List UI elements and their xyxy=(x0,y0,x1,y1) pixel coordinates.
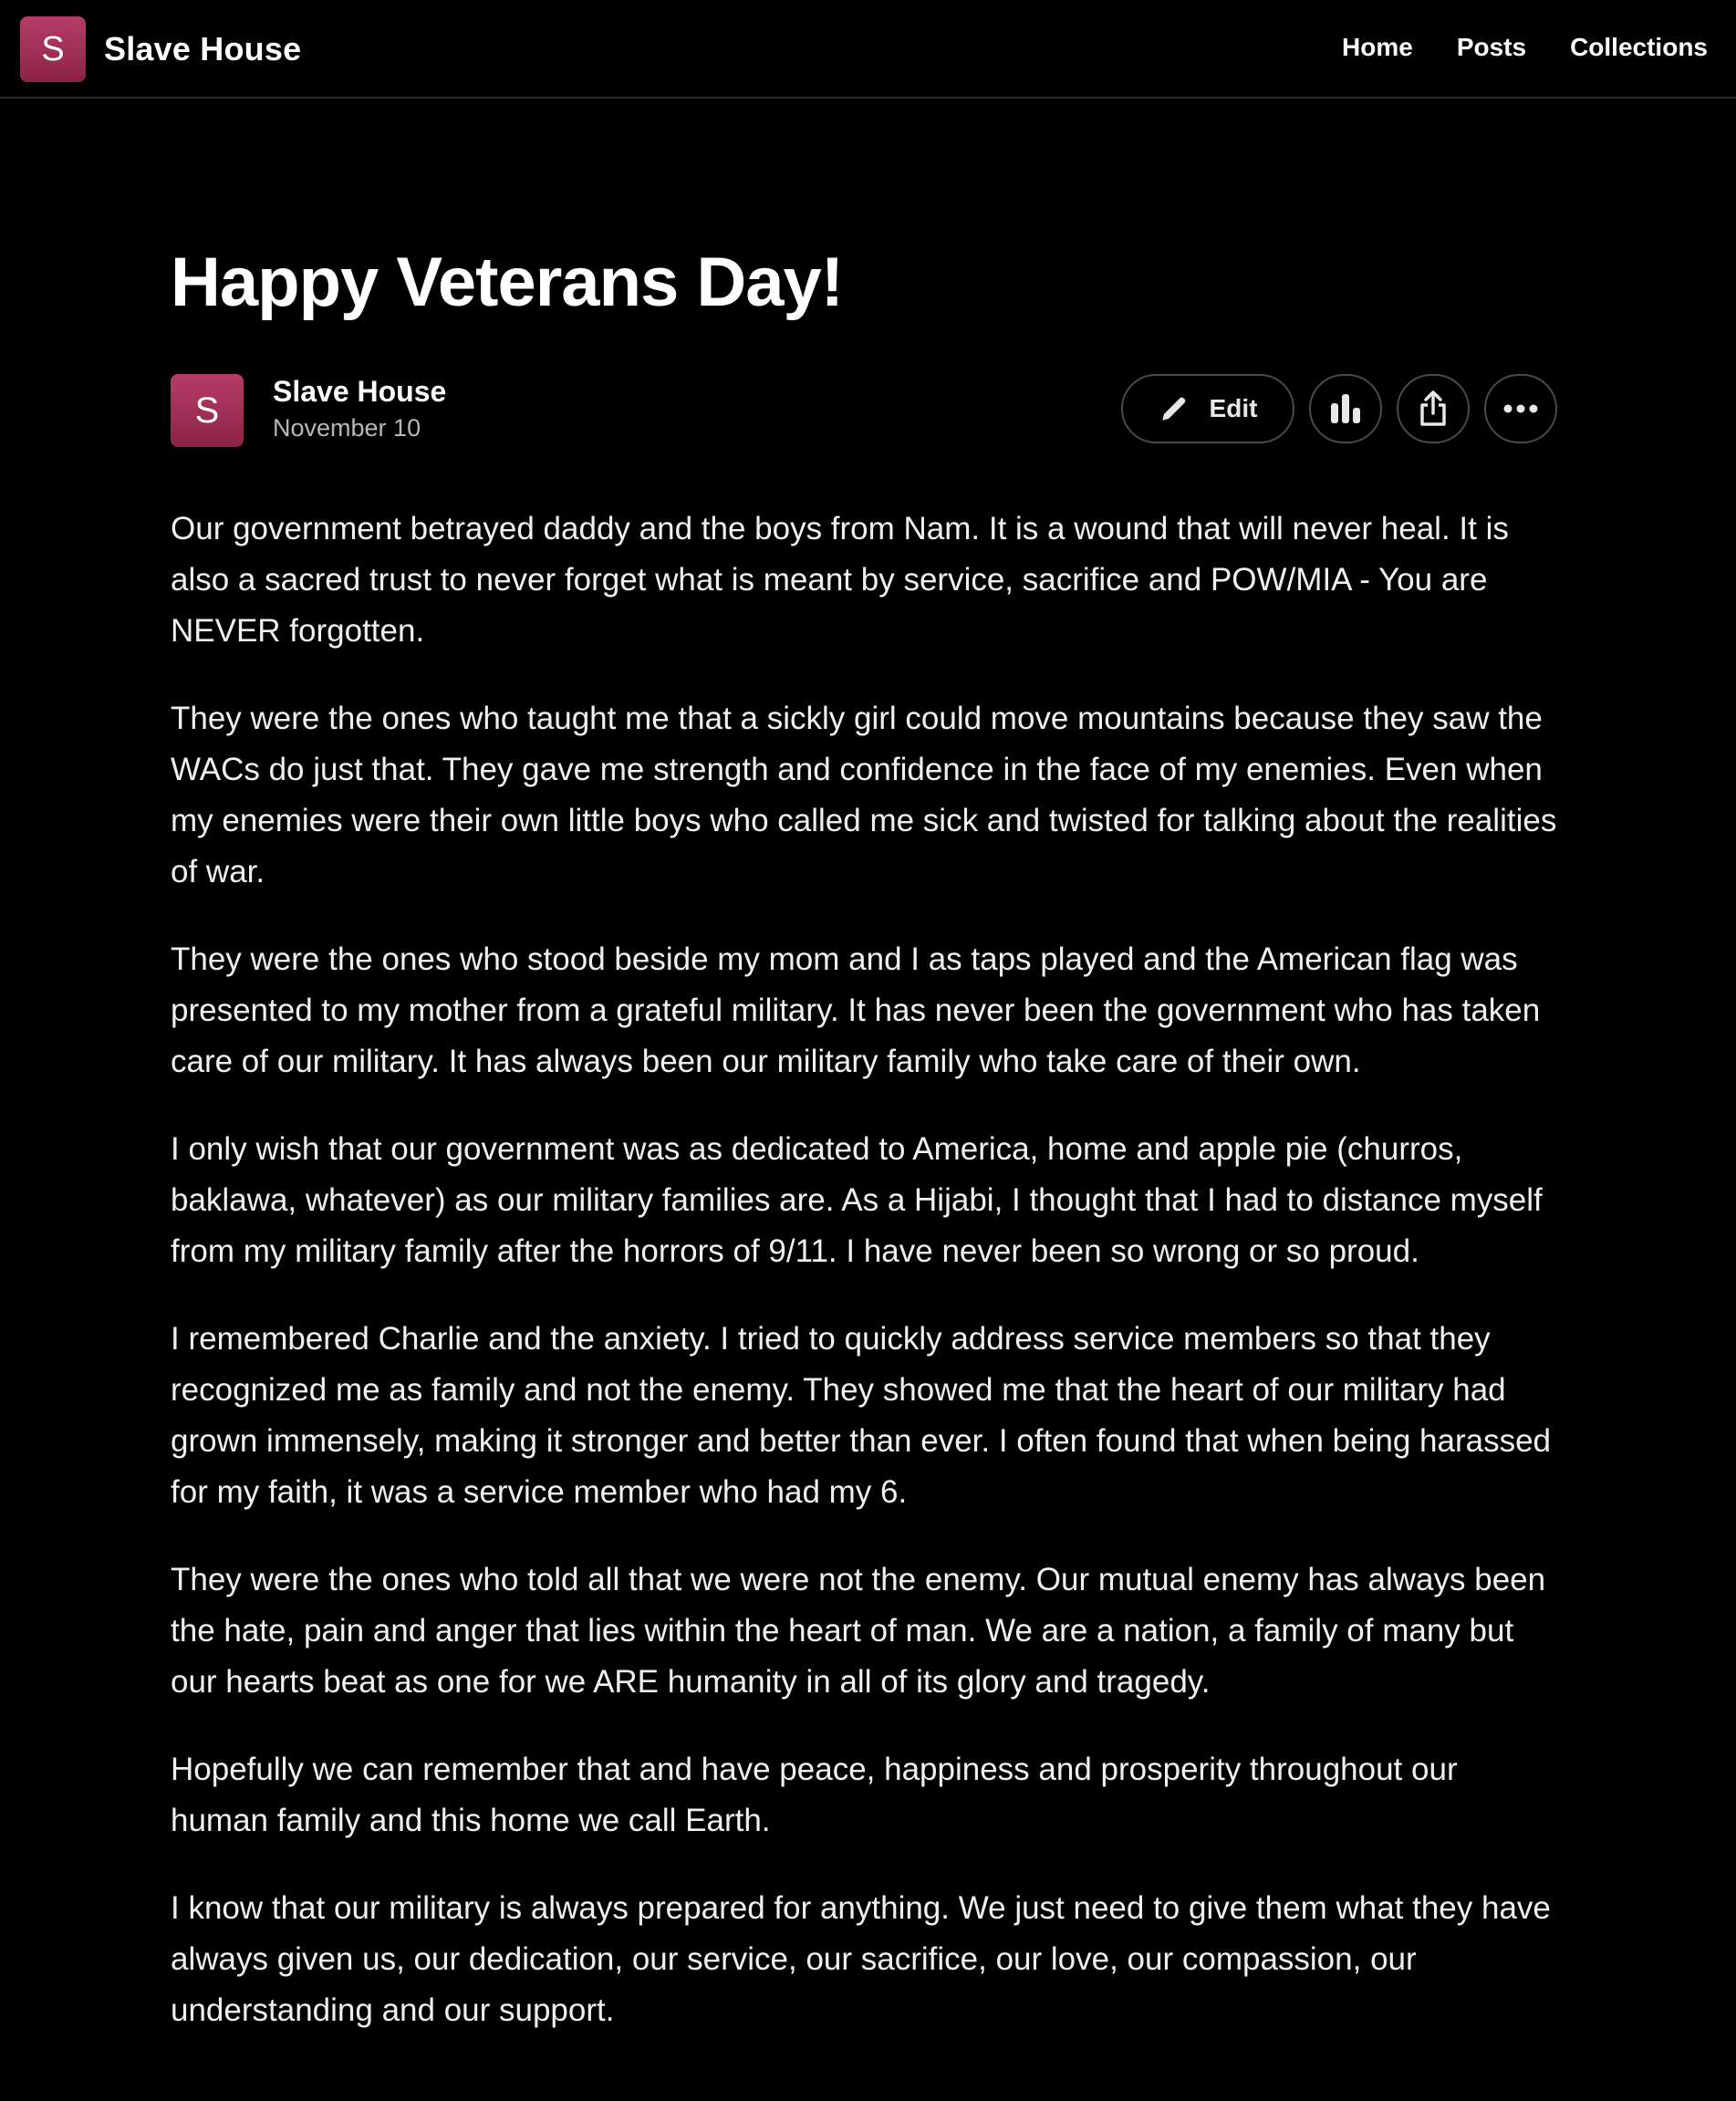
edit-label: Edit xyxy=(1209,394,1258,422)
site-name: Slave House xyxy=(104,30,302,68)
author-meta xyxy=(273,372,446,445)
nav-collections-link[interactable]: Collections xyxy=(1570,33,1708,61)
post-date: November 10 xyxy=(273,414,421,442)
post-content xyxy=(171,504,1557,2036)
nav-home-link[interactable]: Home xyxy=(1342,33,1413,61)
post-paragraph: Our government betrayed daddy and the boys from Nam. It is a wound that will never heal. It is also a sacred trust to never forget what is meant by service, sacrifice and POW/MIA - You are NEVER forgotten. xyxy=(171,511,1509,649)
post-paragraph: They were the ones who told all that we were not the enemy. Our mutual enemy has always been the hate, pain and anger that lies within the heart of man. We are a nation, a family of many but our hearts beat as one for we ARE humanity in all of its glory and tragedy. xyxy=(171,1562,1546,1700)
share-button[interactable] xyxy=(1397,374,1470,443)
site-brand-link[interactable] xyxy=(20,16,301,82)
edit-button[interactable] xyxy=(1121,374,1294,443)
post-paragraph: I remembered Charlie and the anxiety. I tried to quickly address service members so that they recognized me as family and not the enemy. They showed me that the heart of our military had grown immensely, making it stronger and better than ever. I often found that when being harassed for my faith, it was a service member who had my 6. xyxy=(171,1321,1552,1510)
pencil-icon xyxy=(1159,393,1190,424)
post-article xyxy=(171,235,1557,2073)
author-name[interactable]: Slave House xyxy=(273,375,447,408)
author-avatar[interactable]: S xyxy=(171,374,244,447)
bar-chart-icon xyxy=(1328,392,1363,425)
nav-posts-link[interactable]: Posts xyxy=(1456,33,1527,61)
post-paragraph: Hopefully we can remember that and have peace, happiness and prosperity throughout our human family and this home we call Earth. xyxy=(171,1752,1458,1838)
post-paragraph: They were the ones who stood beside my mom and I as taps played and the American flag was presented to my mother from a grateful military. It has never been the government who has taken care of our military. It has always been our military family who take care of their own. xyxy=(171,941,1541,1079)
post-title: Happy Veterans Day! xyxy=(171,244,844,321)
post-byline xyxy=(171,372,1557,447)
post-paragraph: I only wish that our government was as dedicated to America, home and apple pie (churros, baklawa, whatever) as our military families are. As a Hijabi, I thought that I had to distance myself from my military family after the horrors of 9/11. I have never been so wrong or so proud. xyxy=(171,1131,1543,1269)
main-nav xyxy=(1342,29,1708,66)
post-paragraph: I know that our military is always prepared for anything. We just need to give them what they have always given us, our dedication, our service, our sacrifice, our love, our compassion, our understanding and our support. xyxy=(171,1890,1551,2028)
post-actions xyxy=(1121,374,1557,443)
post-paragraph: They were the ones who taught me that a sickly girl could move mountains because they saw the WACs do just that. They gave me strength and confidence in the face of my enemies. Even when my enemies were their own little boys who called me sick and twisted for talking about the realities of war. xyxy=(171,701,1557,889)
more-options-button[interactable] xyxy=(1484,374,1557,443)
top-navigation-bar xyxy=(0,0,1736,99)
stats-button[interactable] xyxy=(1309,374,1382,443)
site-logo: S xyxy=(20,16,86,82)
more-icon xyxy=(1503,404,1538,413)
share-icon xyxy=(1418,390,1449,427)
